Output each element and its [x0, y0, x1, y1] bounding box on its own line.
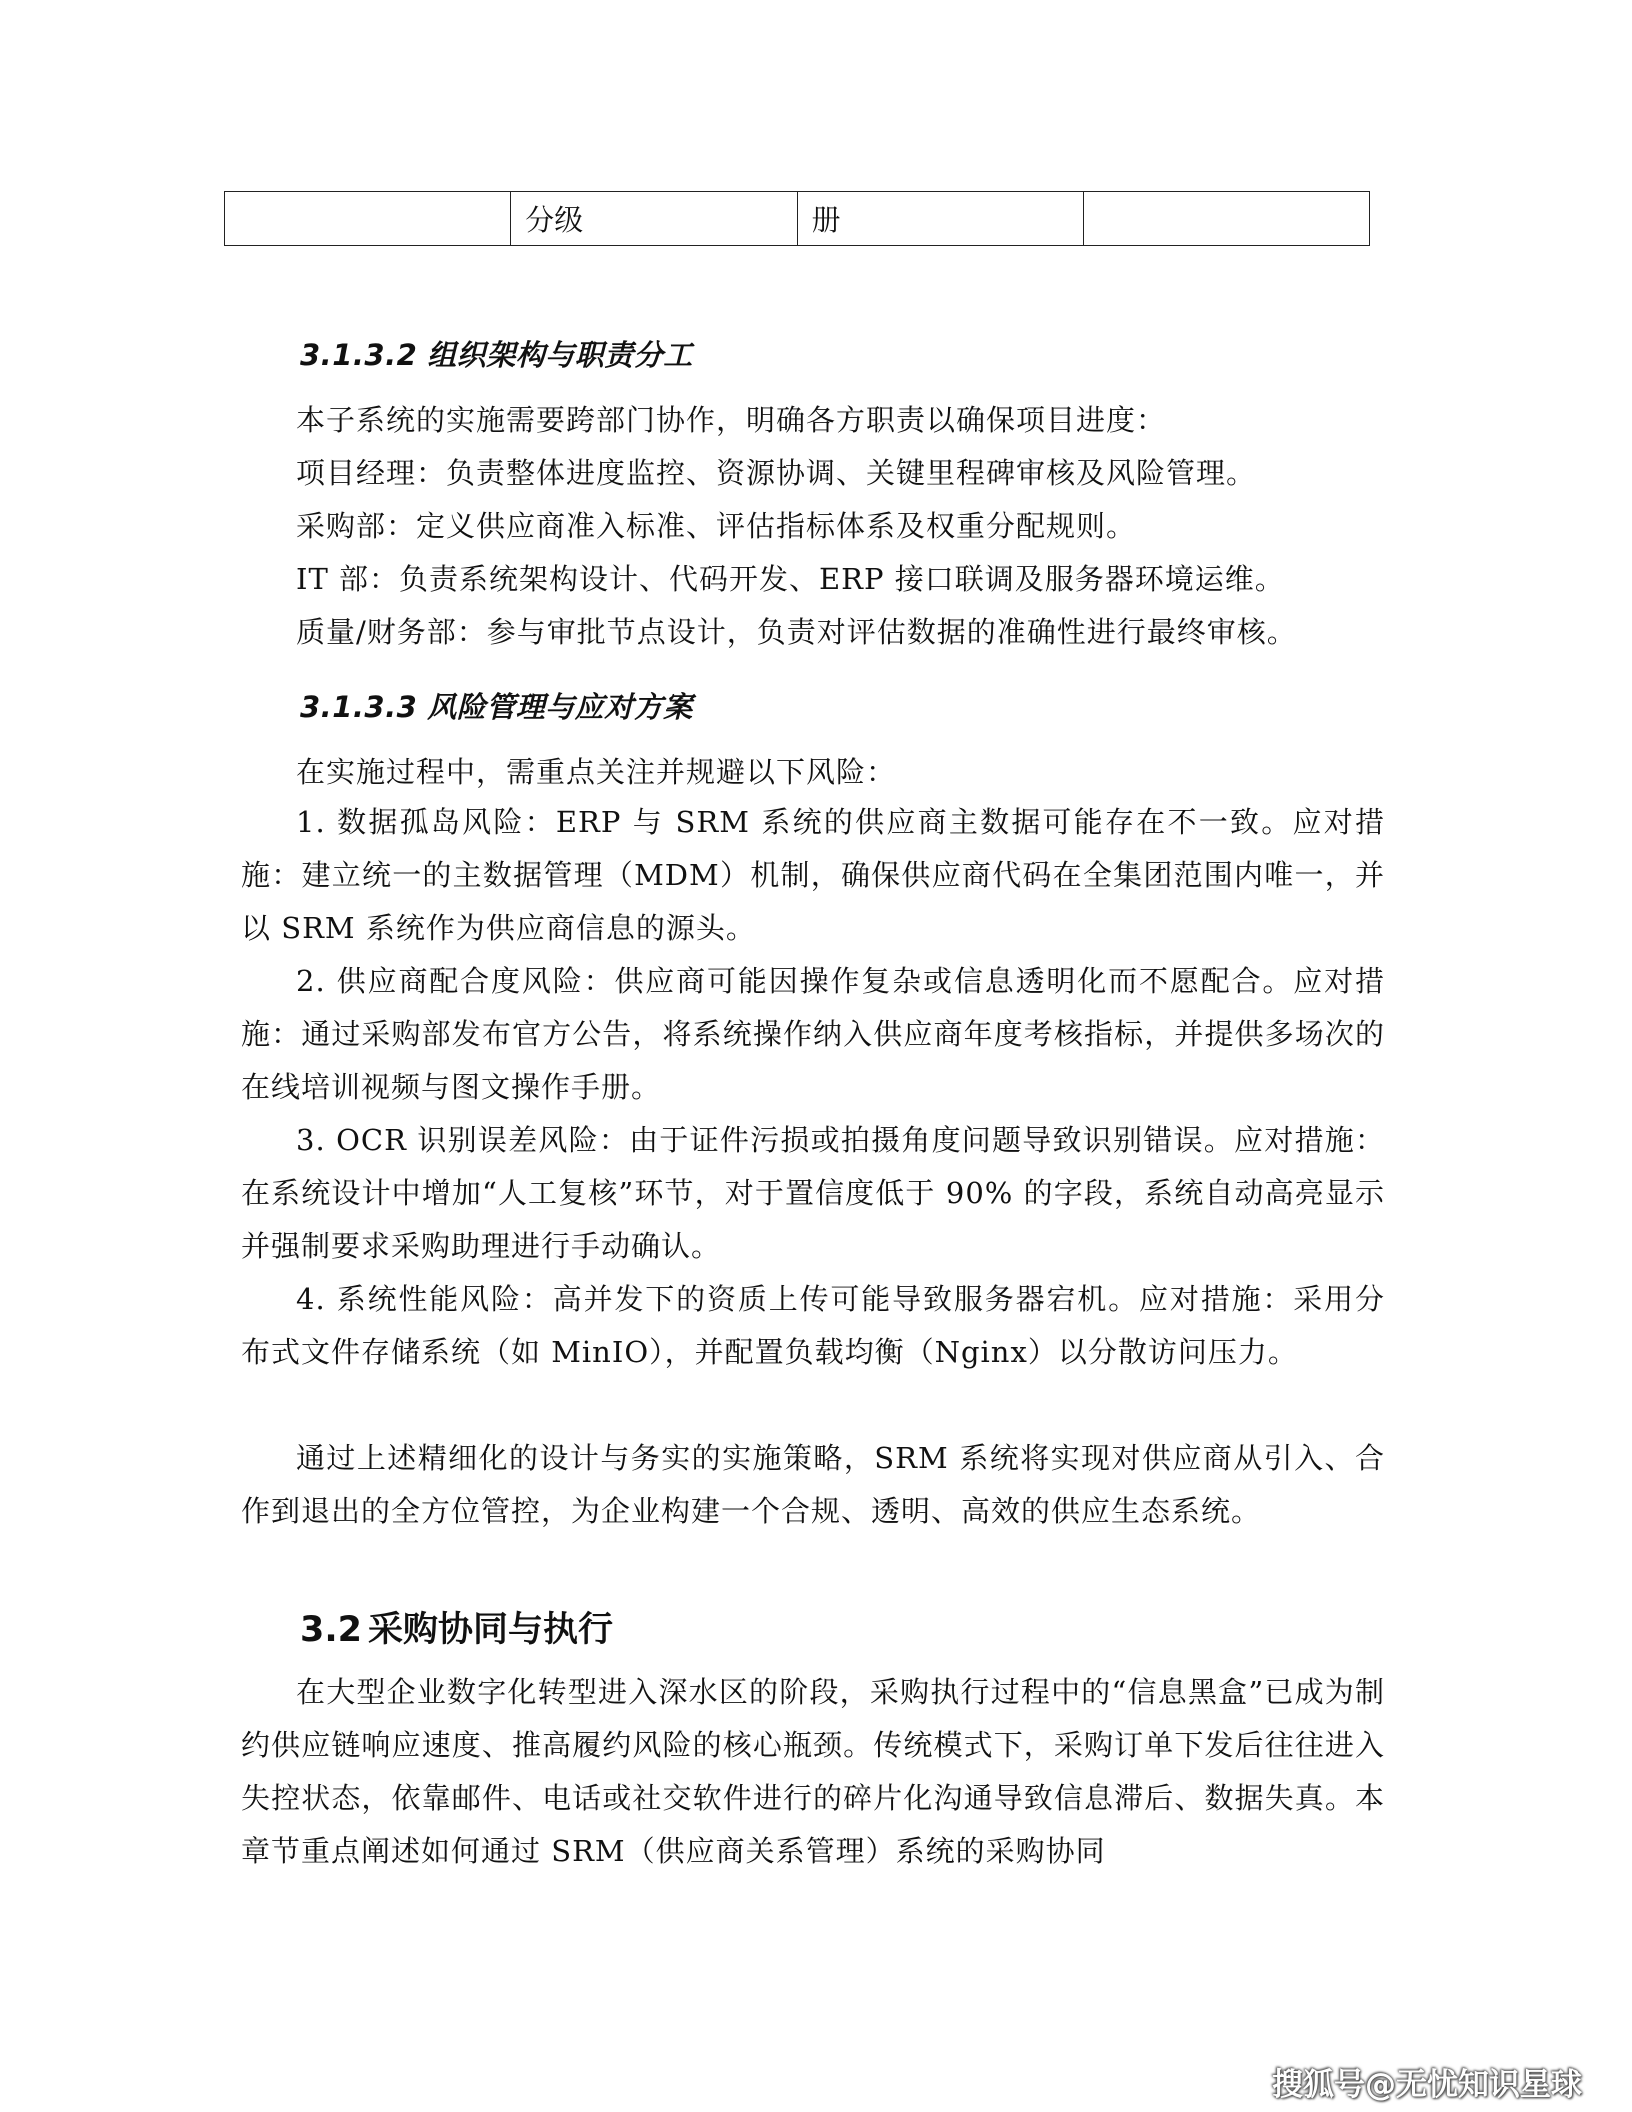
heading-title: 组织架构与职责分工 [427, 338, 693, 372]
risk-item: 4. 系统性能风险：高并发下的资质上传可能导致服务器宕机。应对措施：采用分布式文件存储系统（如 MinIO），并配置负载均衡（Nginx）以分散访问压力。 [241, 1282, 1385, 1369]
table-cell [1083, 192, 1369, 246]
heading-title: 风险管理与应对方案 [427, 690, 693, 724]
text-line: 采购部：定义供应商准入标准、评估指标体系及权重分配规则。 [296, 509, 1137, 543]
heading-3133 [300, 685, 693, 726]
table-cell [225, 192, 511, 246]
heading-32 [300, 1602, 613, 1652]
heading-3132 [300, 333, 693, 374]
watermark: 搜狐号@无忧知识星球 [1272, 2067, 1582, 2103]
text-line: 在实施过程中，需重点关注并规避以下风险： [296, 755, 897, 789]
risk-item: 1. 数据孤岛风险：ERP 与 SRM 系统的供应商主数据可能存在不一致。应对措施：建立统一的主数据管理（MDM）机制，确保供应商代码在全集团范围内唯一，并以 SRM 系统作为供应商信息的源头。 [241, 805, 1385, 945]
heading-number: 3.2 [300, 1610, 363, 1650]
body-paragraph: 在大型企业数字化转型进入深水区的阶段，采购执行过程中的“信息黑盒”已成为制约供应链响应速度、推高履约风险的核心瓶颈。传统模式下，采购订单下发后往往进入失控状态，依靠邮件、电话或社交软件进行的碎片化沟通导致信息滞后、数据失真。本章节重点阐述如何通过 SRM（供应商关系管理）系统的采购协同 [241, 1675, 1385, 1868]
text-line: IT 部：负责系统架构设计、代码开发、ERP 接口联调及服务器环境运维。 [296, 562, 1285, 596]
table-cell: 册 [797, 192, 1083, 246]
text-line: 本子系统的实施需要跨部门协作，明确各方职责以确保项目进度： [296, 403, 1167, 437]
table-cell: 分级 [511, 192, 797, 246]
heading-number: 3.1.3.2 [300, 338, 418, 372]
text-line: 项目经理：负责整体进度监控、资源协调、关键里程碑审核及风险管理。 [296, 456, 1257, 490]
text-line: 质量/财务部：参与审批节点设计，负责对评估数据的准确性进行最终审核。 [296, 615, 1297, 649]
conclusion-paragraph: 通过上述精细化的设计与务实的实施策略，SRM 系统将实现对供应商从引入、合作到退出的全方位管控，为企业构建一个合规、透明、高效的供应生态系统。 [241, 1441, 1385, 1528]
table-fragment [224, 191, 1370, 246]
table-row [225, 192, 1370, 246]
risk-item: 3. OCR 识别误差风险：由于证件污损或拍摄角度问题导致识别错误。应对措施：在系统设计中增加“人工复核”环节，对于置信度低于 90% 的字段，系统自动高亮显示并强制要求采购助理进行手动确认。 [241, 1123, 1385, 1263]
heading-title: 采购协同与执行 [368, 1610, 614, 1650]
risk-item: 2. 供应商配合度风险：供应商可能因操作复杂或信息透明化而不愿配合。应对措施：通过采购部发布官方公告，将系统操作纳入供应商年度考核指标，并提供多场次的在线培训视频与图文操作手册。 [241, 964, 1385, 1104]
heading-number: 3.1.3.3 [300, 690, 418, 724]
